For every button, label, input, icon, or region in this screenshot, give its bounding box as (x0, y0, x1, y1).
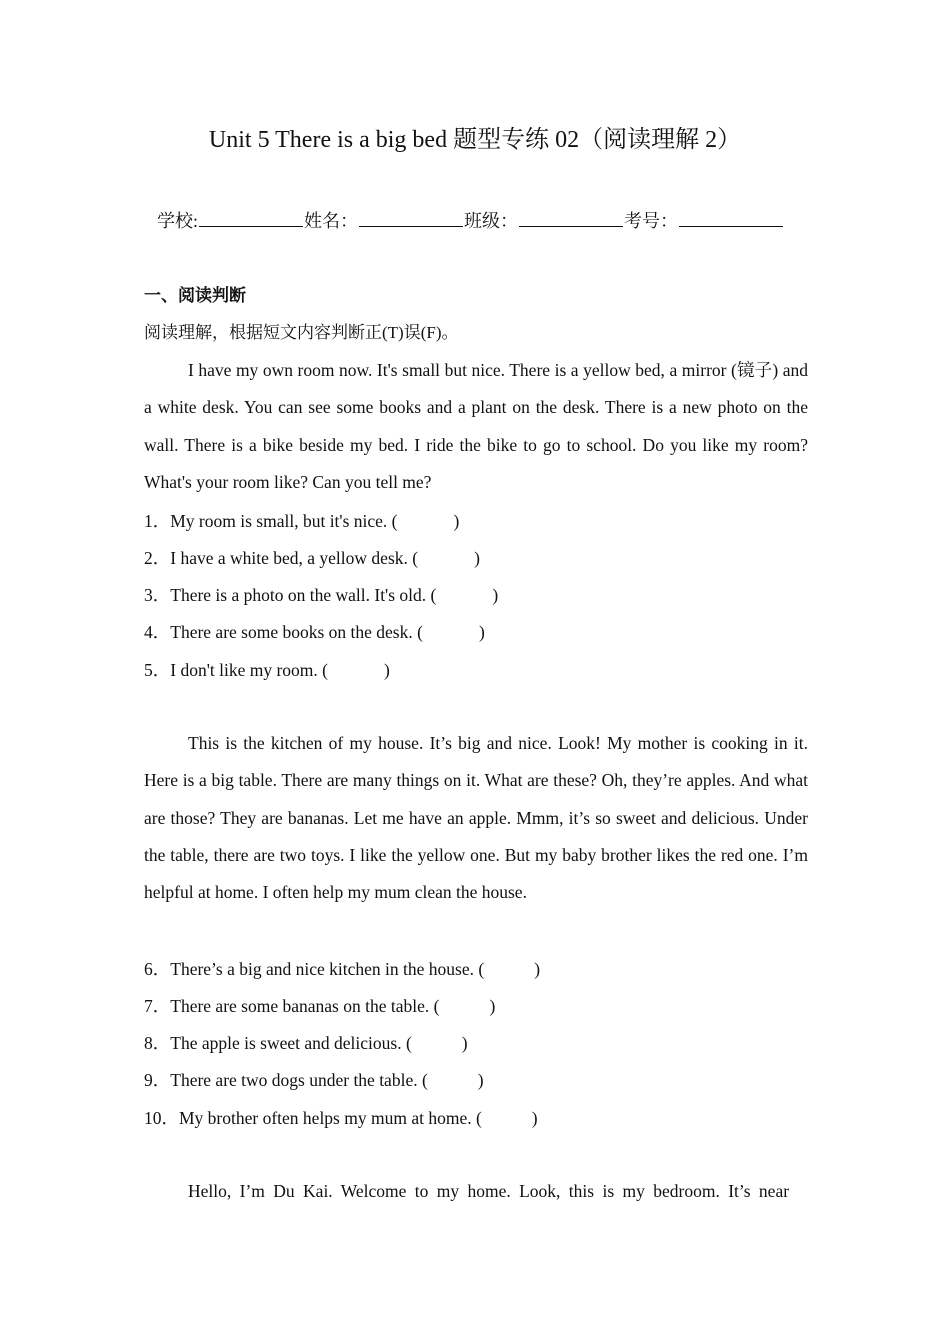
class-label: 班级： (464, 211, 519, 231)
student-info-line (157, 208, 784, 234)
reading-passage-2: This is the kitchen of my house. It’s big and nice. Look! My mother is cooking in it. Here is a big table. There are many things on it. What are these? Oh, they’re apples. And what are those? They are bananas. Let me have an apple. Mmm, it’s so sweet and delicious. Under the table, there are two toys. I like the yellow one. But my baby brother likes the red one. I’m helpful at home. I often help my mum clean the house. (144, 733, 808, 903)
question-number: 3． (144, 585, 171, 605)
school-label: 学校: (157, 211, 199, 231)
question-number: 7． (144, 996, 171, 1016)
close-paren: ) (453, 511, 460, 531)
section-instruction: 阅读理解，根据短文内容判断正(T)误(F)。 (144, 323, 459, 342)
question-6 (144, 956, 540, 982)
close-paren: ) (489, 996, 496, 1016)
name-blank[interactable] (359, 208, 463, 227)
close-paren: ) (478, 622, 485, 642)
page-title: Unit 5 There is a big bed 题型专练 02（阅读理解 2） (208, 127, 742, 153)
question-number: 1． (144, 511, 171, 531)
question-number: 4． (144, 622, 171, 642)
close-paren: ) (474, 548, 480, 568)
question-text: There are some books on the desk. ( (170, 622, 423, 642)
question-number: 2． (144, 548, 171, 568)
close-paren: ) (534, 959, 541, 979)
exam-number-blank[interactable] (679, 208, 783, 227)
section-heading: 一、阅读判断 (144, 286, 246, 306)
question-number: 6． (144, 959, 171, 979)
question-text: I have a white bed, a yellow desk. ( (170, 548, 419, 568)
question-1 (144, 508, 459, 534)
question-text: There are some bananas on the table. ( (170, 996, 440, 1016)
question-number: 8． (144, 1033, 171, 1053)
question-text: There is a photo on the wall. It's old. ( (170, 585, 437, 605)
question-8 (144, 1030, 468, 1056)
close-paren: ) (531, 1108, 538, 1128)
reading-passage-1: I have my own room now. It's small but nice. There is a yellow bed, a mirror (镜子) and a white desk. You can see some books and a plant on the desk. There is a new photo on the wall. There is a bike beside my bed. I ride the bike to go to school. Do you like my room? What's your room like? Can you tell me? (144, 360, 808, 492)
class-blank[interactable] (519, 208, 623, 227)
question-text: The apple is sweet and delicious. ( (170, 1033, 412, 1053)
name-label: 姓名： (304, 211, 359, 231)
question-2 (144, 545, 480, 571)
question-5 (144, 657, 390, 683)
exam-number-label: 考号： (624, 211, 679, 231)
question-10 (144, 1105, 538, 1131)
question-text: My brother often helps my mum at home. ( (179, 1108, 482, 1128)
question-text: There’s a big and nice kitchen in the house. ( (170, 959, 485, 979)
school-blank[interactable] (199, 208, 303, 227)
question-number: 5． (144, 660, 171, 680)
close-paren: ) (383, 660, 390, 680)
question-4 (144, 619, 485, 645)
close-paren: ) (477, 1070, 484, 1090)
close-paren: ) (492, 585, 499, 605)
question-text: There are two dogs under the table. ( (170, 1070, 428, 1090)
question-7 (144, 993, 495, 1019)
question-number: 9． (144, 1070, 171, 1090)
question-number: 10． (144, 1108, 179, 1128)
reading-passage-3: Hello, I’m Du Kai. Welcome to my home. Look, this is my bedroom. It’s near (188, 1181, 790, 1201)
question-9 (144, 1067, 484, 1093)
question-text: I don't like my room. ( (170, 660, 328, 680)
question-text: My room is small, but it's nice. ( (170, 511, 398, 531)
close-paren: ) (461, 1033, 468, 1053)
question-3 (144, 582, 498, 608)
